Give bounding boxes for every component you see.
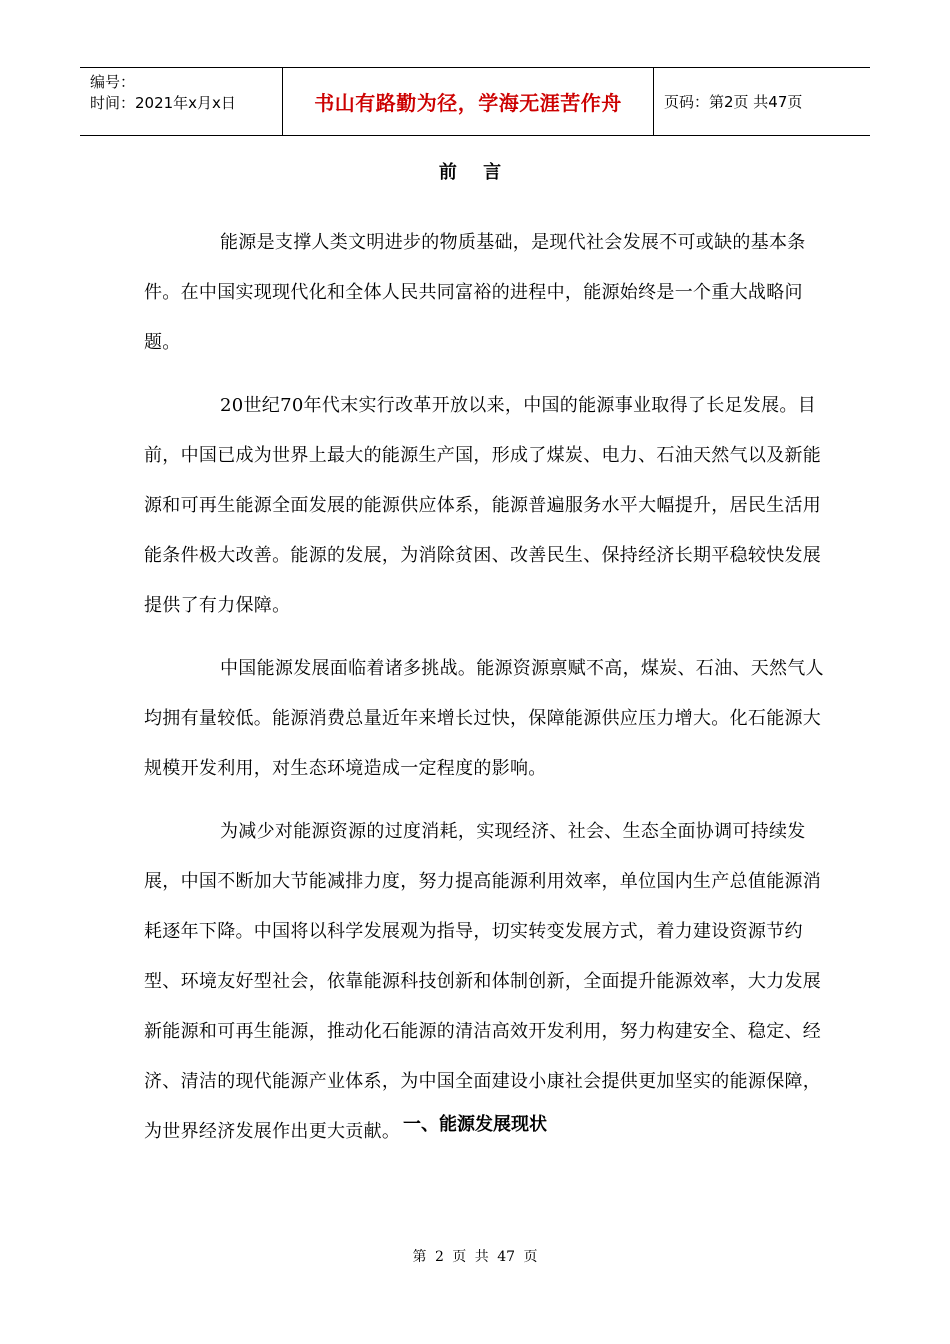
paragraph: 20世纪70年代末实行改革开放以来，中国的能源事业取得了长足发展。目前，中国已成为世界上最大的能源生产国，形成了煤炭、电力、石油天然气以及新能源和可再生能源全面发展的能源供应体系，能源普遍服务水平大幅提升，居民生活用能条件极大改善。能源的发展，为消除贫困、改善民生、保持经济长期平稳较快发展提供了有力保障。: [144, 395, 822, 616]
header-page-info: 页码：第2页 共47页: [664, 93, 803, 111]
paragraph: 能源是支撑人类文明进步的物质基础，是现代社会发展不可或缺的基本条件。在中国实现现代化和全体人民共同富裕的进程中，能源始终是一个重大战略问题。: [144, 232, 806, 353]
document-number-label: 编号：: [90, 73, 136, 91]
header-meta: [80, 68, 282, 135]
paragraph: 为减少对能源资源的过度消耗，实现经济、社会、生态全面协调可持续发展，中国不断加大节能减排力度，努力提高能源利用效率，单位国内生产总值能源消耗逐年下降。中国将以科学发展观为指导，切实转变发展方式，着力建设资源节约型、环境友好型社会，依靠能源科技创新和体制创新，全面提升能源效率，大力发展新能源和可再生能源，推动化石能源的清洁高效开发利用，努力构建安全、稳定、经济、清洁的现代能源产业体系，为中国全面建设小康社会提供更加坚实的能源保障，为世界经济发展作出更大贡献。: [144, 821, 822, 1142]
header-page-info-cell: [654, 68, 870, 135]
header-motto-cell: [282, 68, 654, 135]
section-heading: 一、能源发展现状: [403, 1114, 547, 1135]
document-date: 时间：2021年x月x日: [90, 94, 236, 112]
page-header: [80, 67, 870, 136]
document-body: [144, 218, 824, 1170]
header-motto: 书山有路勤为径，学海无涯苦作舟: [314, 91, 622, 115]
document-title: 前 言: [438, 162, 512, 183]
paragraph: 中国能源发展面临着诸多挑战。能源资源禀赋不高，煤炭、石油、天然气人均拥有量较低。能源消费总量近年来增长过快，保障能源供应压力增大。化石能源大规模开发利用，对生态环境造成一定程度的影响。: [144, 658, 824, 779]
page-footer: 第 2 页 共 47 页: [412, 1249, 538, 1265]
